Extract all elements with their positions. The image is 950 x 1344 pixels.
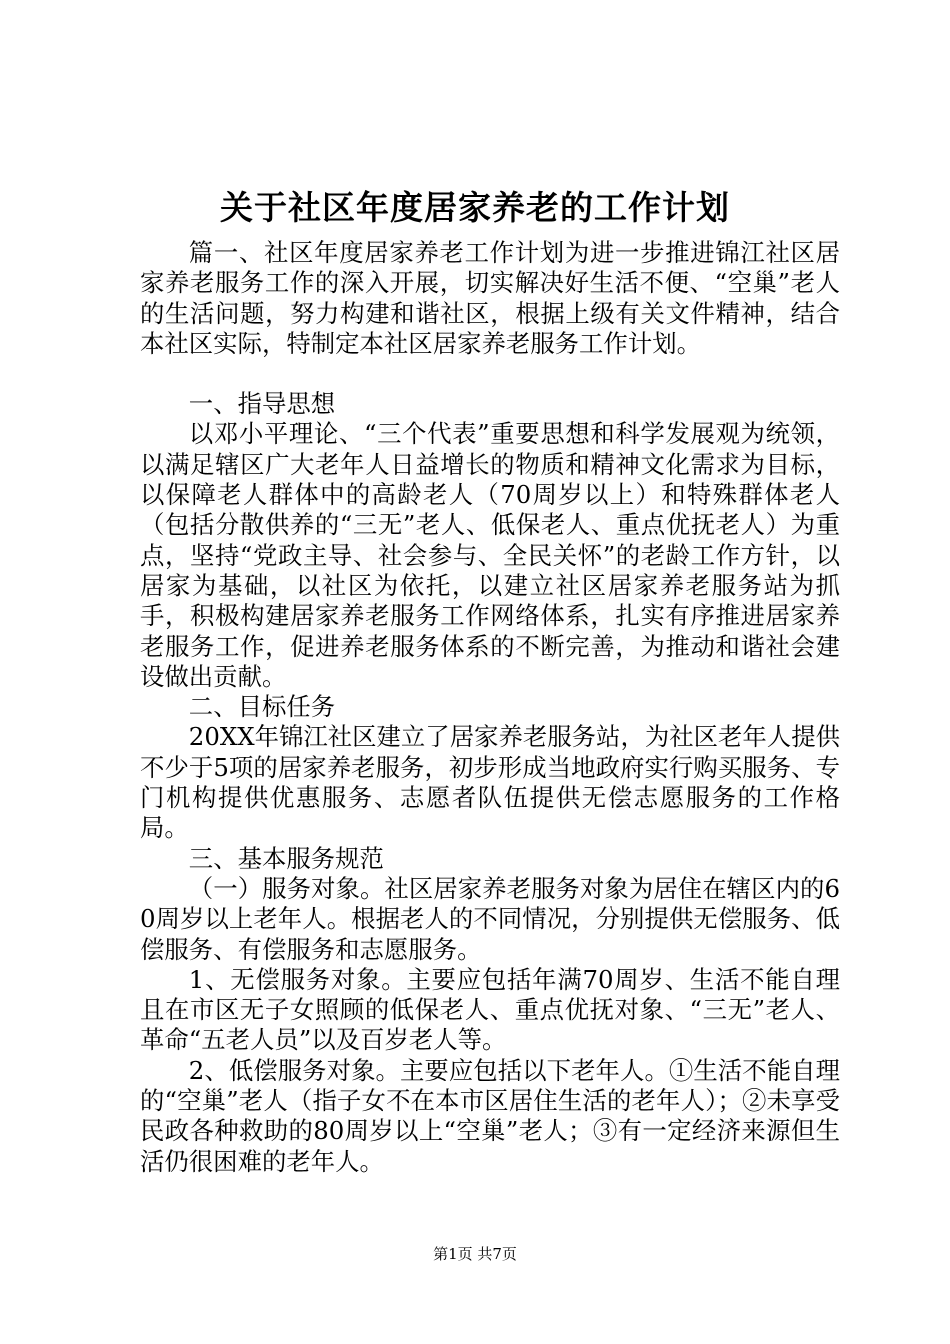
paragraph-gap (140, 359, 840, 389)
objectives-paragraph: 20XX年锦江社区建立了居家养老服务站，为社区老年人提供不少于5项的居家养老服务，初步形成当地政府实行购买服务、专门机构提供优惠服务、志愿者队伍提供无偿志愿服务的工作格局。 (140, 722, 840, 843)
document-body (140, 238, 840, 1177)
section-heading-service-norms: 三、基本服务规范 (188, 843, 384, 873)
document-title: 关于社区年度居家养老的工作计划 (220, 188, 730, 227)
section-heading-guiding-ideology: 一、指导思想 (188, 389, 336, 419)
service-targets-paragraph: （一）服务对象。社区居家养老服务对象为居住在辖区内的60周岁以上老年人。根据老人的不同情况，分别提供无偿服务、低偿服务、有偿服务和志愿服务。 (140, 873, 840, 964)
intro-paragraph: 篇一、社区年度居家养老工作计划为进一步推进锦江社区居家养老服务工作的深入开展，切实解决好生活不便、“空巢”老人的生活问题，努力构建和谐社区，根据上级有关文件精神，结合本社区实际，特制定本社区居家养老服务工作计划。 (140, 238, 840, 358)
guiding-ideology-paragraph: 以邓小平理论、“三个代表”重要思想和科学发展观为统领，以满足辖区广大老年人日益增长的物质和精神文化需求为目标，以保障老人群体中的高龄老人（70周岁以上）和特殊群体老人（包括分散供养的“三无”老人、低保老人、重点优抚老人）为重点，坚持“党政主导、社会参与、全民关怀”的老龄工作方针，以居家为基础，以社区为依托，以建立社区居家养老服务站为抓手，积极构建居家养老服务工作网络体系，扎实有序推进居家养老服务工作，促进养老服务体系的不断完善，为推动和谐社会建设做出贡献。 (140, 419, 840, 691)
page-indicator: 第1页 共7页 (433, 1245, 517, 1263)
section-heading-objectives: 二、目标任务 (188, 692, 336, 722)
low-cost-service-paragraph: 2、低偿服务对象。主要应包括以下老年人。①生活不能自理的“空巢”老人（指子女不在本市区居住生活的老年人）；②未享受民政各种救助的80周岁以上“空巢”老人；③有一定经济来源但生活仍很困难的老年人。 (140, 1055, 840, 1176)
free-service-paragraph: 1、无偿服务对象。主要应包括年满70周岁、生活不能自理且在市区无子女照顾的低保老人、重点优抚对象、“三无”老人、革命“五老人员”以及百岁老人等。 (140, 964, 840, 1055)
